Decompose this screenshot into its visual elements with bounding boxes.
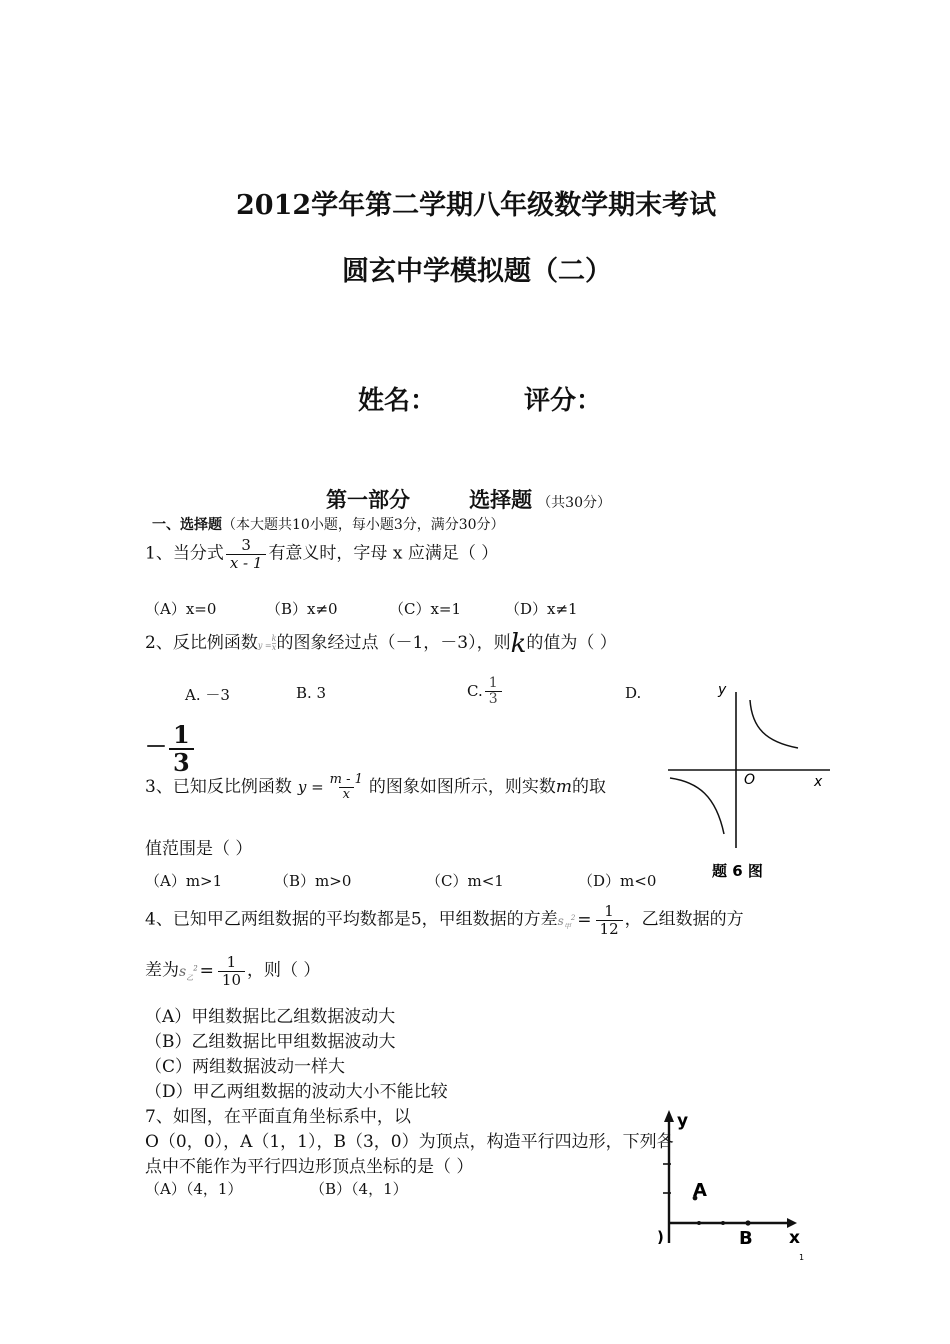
- q7-line1: 7、如图，在平面直角坐标系中，以: [145, 1107, 411, 1127]
- section-note: （本大题共10小题，每小题3分，满分30分）: [222, 517, 505, 533]
- q4-line2-suffix: ，则（ ）: [247, 960, 321, 981]
- figure-7-coordinate-plane: [655, 1106, 815, 1264]
- q2-middle: 的图象经过点（－1，－3），则: [276, 633, 511, 653]
- q3-option-d: （D）m<0: [578, 872, 657, 890]
- question-2: [145, 628, 617, 659]
- q2-k: k: [510, 629, 527, 659]
- fig7-b-label: B: [739, 1228, 753, 1249]
- q4-jia-fraction: [596, 903, 623, 937]
- q1-suffix: 有意义时，字母 x 应满足（ ）: [268, 543, 499, 564]
- fig6-x-label: x: [814, 774, 823, 790]
- q7-line3: 点中不能作为平行四边形顶点坐标的是（ ）: [145, 1157, 474, 1177]
- fig6-origin-label: O: [744, 772, 756, 788]
- q1-frac-num: 3: [241, 536, 251, 554]
- q3-m: m: [555, 777, 573, 797]
- q2-option-c-label: C.: [467, 681, 483, 700]
- part1-title2: 选择题: [469, 487, 533, 512]
- q4-jia-num: 1: [604, 902, 614, 920]
- q1-option-d: （D）x≠1: [505, 600, 578, 618]
- q4-s-yi-letter: s: [179, 963, 187, 980]
- q3-suffix: 的图象如图所示，则实数: [368, 777, 556, 797]
- q4-yi-den: 10: [218, 971, 245, 989]
- q2-c-den: 3: [485, 691, 502, 707]
- part1-note: （共30分）: [537, 495, 612, 511]
- q1-frac-den: x - 1: [226, 554, 267, 572]
- q3-line2: 值范围是（ ）: [145, 839, 253, 859]
- q3-fraction: [326, 773, 367, 803]
- fig7-y-label: y: [677, 1111, 689, 1131]
- q4-line2: [145, 954, 320, 988]
- question-4: [145, 903, 744, 937]
- exam-title: 2012学年第二学期八年级数学期末考试: [236, 190, 717, 221]
- q1-prefix: 1、当分式: [145, 543, 224, 564]
- q7-line2: O（0，0），A（1，1），B（3，0）为顶点，构造平行四边形，下列各: [145, 1132, 674, 1152]
- q2-option-a: A. －3: [185, 686, 230, 704]
- q2-option-c-fraction: [485, 676, 502, 708]
- q3-option-c: （C）m<1: [426, 872, 504, 890]
- q2-func-y: y =: [257, 641, 272, 650]
- q3-frac-den: x: [339, 787, 354, 802]
- q4-option-a: （A）甲组数据比乙组数据波动大: [145, 1007, 396, 1027]
- q7-option-a: （A）（4，1）: [145, 1180, 243, 1198]
- q3-option-b: （B）m>0: [274, 872, 352, 890]
- q2-c-num: 1: [488, 675, 498, 691]
- q2-option-b: B. 3: [296, 684, 327, 702]
- q4-s-yi: [179, 964, 198, 980]
- q1-option-a: （A）x=0: [145, 600, 217, 618]
- q4-yi-num: 1: [226, 953, 237, 971]
- q1-fraction: [226, 537, 267, 571]
- fig6-y-label: y: [718, 682, 727, 698]
- q4-s-yi-sup: 2: [193, 963, 198, 972]
- fig7-a-label: A: [693, 1180, 707, 1201]
- q2-func-num: k: [271, 634, 277, 643]
- exam-subtitle: 圆玄中学模拟题（二）: [342, 256, 612, 287]
- q4-s-jia-sup: 2: [570, 913, 576, 922]
- q4-option-d: （D）甲乙两组数据的波动大小不能比较: [145, 1082, 448, 1102]
- q4-jia-den: 12: [596, 920, 623, 938]
- q4-prefix: 4、已知甲乙两组数据的平均数都是5，甲组数据的方差: [145, 909, 558, 930]
- q4-s-jia: [558, 914, 576, 928]
- q3-suffix2: 的取: [572, 777, 607, 797]
- q4-s-yi-sub: 乙: [186, 973, 194, 982]
- section-heading: [152, 514, 505, 534]
- q2-d-fraction: [169, 722, 194, 777]
- q1-option-c: （C）x=1: [389, 600, 462, 618]
- score-label: 评分：: [524, 386, 603, 416]
- page-number: 1: [799, 1253, 805, 1262]
- q2-func-den: x: [271, 643, 277, 652]
- q4-line2-prefix: 差为: [145, 960, 179, 981]
- q4-option-c: （C）两组数据波动一样大: [145, 1057, 346, 1077]
- question-3: [145, 772, 606, 802]
- q2-d-sign: －: [145, 733, 168, 760]
- q4-yi-fraction: [218, 954, 245, 988]
- q2-prefix: 2、反比例函数: [145, 633, 258, 653]
- q3-option-a: （A）m>1: [145, 872, 223, 890]
- q4-eq2: =: [199, 960, 214, 981]
- part1-title: 第一部分: [326, 487, 410, 512]
- fig7-x-label: x: [789, 1228, 800, 1248]
- fig6-caption: 题 6 图: [712, 862, 763, 880]
- q2-d-den: 3: [169, 748, 194, 776]
- fig7-o-label: ): [657, 1228, 664, 1246]
- name-label: 姓名：: [358, 386, 437, 416]
- question-1: [145, 537, 498, 571]
- q1-option-b: （B）x≠0: [266, 600, 338, 618]
- part1-heading: [326, 484, 611, 514]
- q2-option-c: [467, 676, 504, 708]
- q2-d-num: 1: [173, 720, 190, 749]
- q2-suffix: 的值为（ ）: [526, 633, 617, 653]
- q4-option-b: （B）乙组数据比甲组数据波动大: [145, 1032, 396, 1052]
- q4-s-jia-sub: 甲: [563, 921, 571, 930]
- figure-6-hyperbola-graph: [662, 676, 842, 886]
- q4-middle: ，乙组数据的方: [624, 909, 744, 930]
- q3-frac-num: m - 1: [329, 771, 363, 787]
- q3-prefix: 3、已知反比例函数: [145, 777, 292, 797]
- q4-eq1: =: [577, 909, 592, 930]
- q2-option-d-value: [145, 722, 196, 777]
- q2-option-d-label: D.: [625, 684, 642, 702]
- q3-y: y =: [297, 778, 324, 796]
- q4-s-jia-letter: s: [557, 913, 564, 928]
- section-label: 一、选择题: [152, 517, 222, 533]
- q7-option-b: （B）（4，1）: [310, 1180, 408, 1198]
